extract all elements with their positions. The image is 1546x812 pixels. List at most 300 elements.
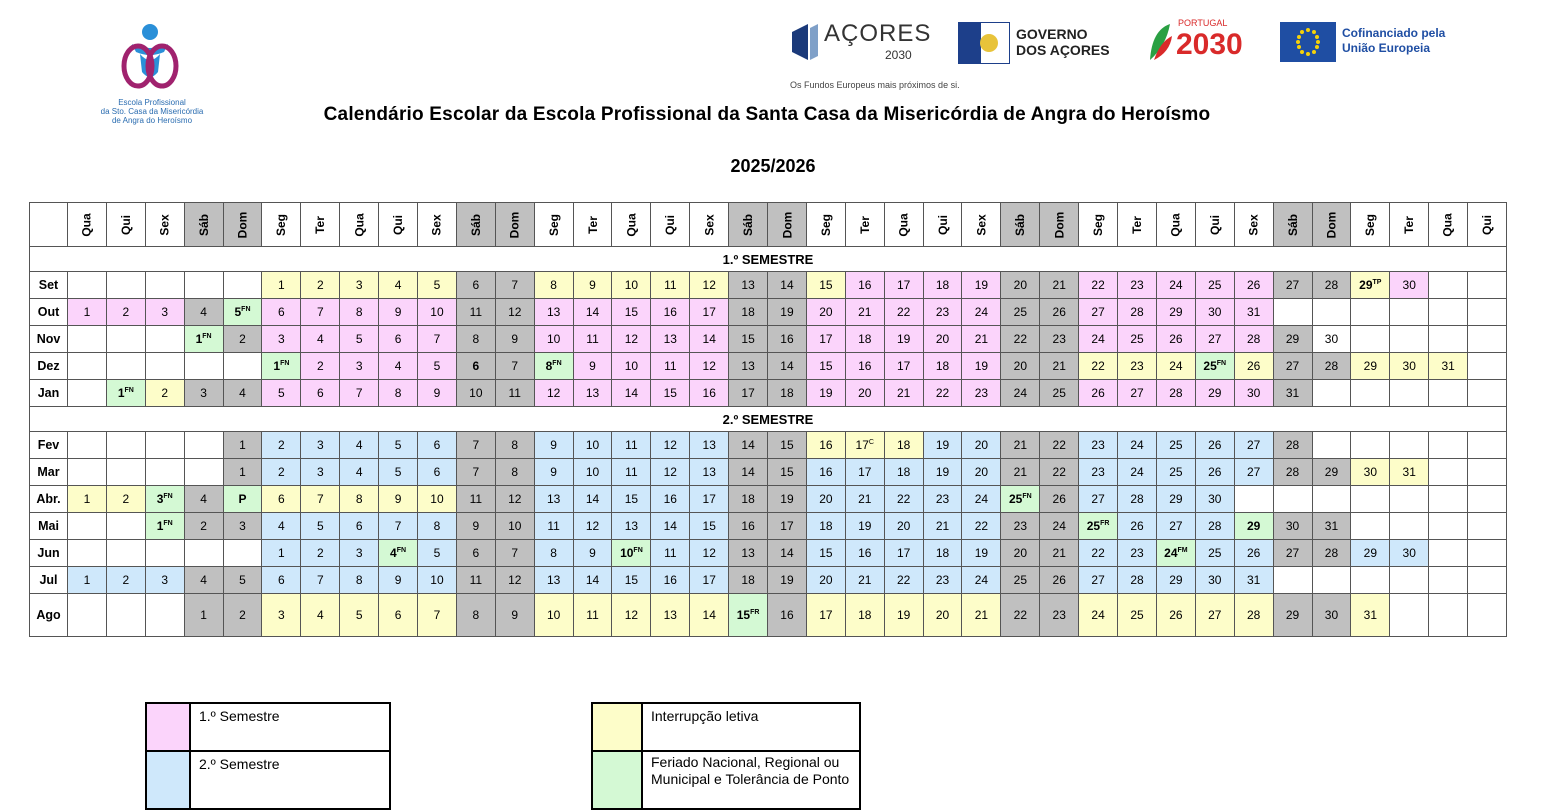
month-label: Jan: [30, 380, 68, 407]
gov-text-line: DOS AÇORES: [1016, 42, 1110, 58]
day-cell: 12: [690, 272, 729, 299]
day-cell: 26: [1195, 432, 1234, 459]
day-cell: 24: [1156, 353, 1195, 380]
day-cell: 15: [612, 299, 651, 326]
day-cell: 7: [379, 513, 418, 540]
day-cell: 8: [534, 540, 573, 567]
day-header: [573, 203, 612, 247]
day-cell: 15: [690, 513, 729, 540]
day-header: [1118, 203, 1157, 247]
day-cell: 22: [884, 567, 923, 594]
day-cell: 2: [223, 594, 262, 637]
day-cell: 4: [184, 486, 223, 513]
day-cell: $1^{FN}$: [106, 380, 145, 407]
day-header-label: Qui: [391, 214, 406, 235]
day-cell: 12: [612, 326, 651, 353]
day-cell: 27: [1234, 459, 1273, 486]
day-header-label: Seg: [546, 213, 561, 236]
day-cell: 18: [768, 380, 807, 407]
day-cell: 21: [845, 567, 884, 594]
day-cell: [1468, 299, 1507, 326]
month-row: [30, 594, 1507, 637]
day-cell: 14: [729, 459, 768, 486]
day-cell: 31: [1234, 567, 1273, 594]
day-cell: 8: [495, 432, 534, 459]
day-header-label: Ter: [857, 215, 872, 234]
legend-label-holiday: Feriado Nacional, Regional ou Municipal e Tolerância de Ponto: [642, 751, 860, 809]
day-cell: [1351, 380, 1390, 407]
acores-year: 2030: [885, 48, 912, 62]
day-cell: 6: [301, 380, 340, 407]
day-cell: 9: [573, 353, 612, 380]
day-cell: 28: [1273, 459, 1312, 486]
day-header: [1079, 203, 1118, 247]
month-row: [30, 486, 1507, 513]
semester-label: 1.º SEMESTRE: [30, 247, 1507, 272]
day-cell: 9: [573, 272, 612, 299]
legend-label-semester1: 1.º Semestre: [190, 703, 390, 751]
day-cell: 4: [184, 299, 223, 326]
day-cell: 19: [923, 459, 962, 486]
day-cell: 6: [262, 299, 301, 326]
day-cell: $8^{FN}$: [534, 353, 573, 380]
day-cell: 17: [884, 353, 923, 380]
day-cell: 1: [262, 540, 301, 567]
day-header-label: Sex: [702, 213, 717, 236]
day-cell: 23: [1040, 326, 1079, 353]
day-cell: 20: [884, 513, 923, 540]
day-header: [962, 203, 1001, 247]
day-cell: $4^{FN}$: [379, 540, 418, 567]
day-header-label: Sáb: [468, 213, 483, 236]
day-cell: 14: [729, 432, 768, 459]
day-cell: 3: [145, 567, 184, 594]
day-cell: 2: [106, 486, 145, 513]
day-cell: 13: [534, 486, 573, 513]
day-cell: 26: [1040, 567, 1079, 594]
day-cell: 28: [1118, 486, 1157, 513]
day-cell: 21: [1040, 272, 1079, 299]
month-label: Set: [30, 272, 68, 299]
day-header-label: Dom: [1052, 211, 1067, 238]
day-cell: 6: [456, 540, 495, 567]
day-cell: 18: [729, 299, 768, 326]
day-cell: 3: [301, 459, 340, 486]
day-cell: 16: [651, 567, 690, 594]
day-cell: [1312, 380, 1351, 407]
day-cell: $25^{FR}$: [1079, 513, 1118, 540]
day-header-label: Sáb: [196, 213, 211, 236]
day-cell: 31: [1390, 459, 1429, 486]
day-cell: 31: [1312, 513, 1351, 540]
day-cell: 4: [340, 459, 379, 486]
day-cell: 15: [768, 432, 807, 459]
day-header: [340, 203, 379, 247]
day-cell: P: [223, 486, 262, 513]
day-cell: [1390, 432, 1429, 459]
day-cell: 11: [456, 567, 495, 594]
day-cell: 18: [806, 513, 845, 540]
day-cell: 10: [418, 299, 457, 326]
day-cell: 23: [923, 567, 962, 594]
day-cell: 19: [884, 326, 923, 353]
page-title-text: Calendário Escolar da Escola Profissional da Santa Casa da Misericórdia de Angra do Heroísmo: [323, 104, 1211, 125]
day-header: [1429, 203, 1468, 247]
day-cell: 24: [1118, 432, 1157, 459]
day-cell: [1312, 486, 1351, 513]
month-row: [30, 272, 1507, 299]
day-header-label: Qua: [79, 212, 94, 237]
day-cell: 30: [1312, 594, 1351, 637]
day-cell: 30: [1195, 486, 1234, 513]
day-cell: 2: [301, 540, 340, 567]
day-cell: 18: [923, 540, 962, 567]
day-header-label: Dom: [507, 211, 522, 238]
day-cell: 15: [806, 353, 845, 380]
day-cell: 17: [806, 326, 845, 353]
day-cell: 13: [573, 380, 612, 407]
day-cell: [184, 272, 223, 299]
day-cell: 1: [223, 459, 262, 486]
day-cell: [68, 513, 107, 540]
day-cell: [1351, 326, 1390, 353]
day-cell: 7: [301, 486, 340, 513]
day-cell: 31: [1273, 380, 1312, 407]
portugal-small-text: PORTUGAL: [1178, 18, 1228, 28]
day-cell: 14: [573, 486, 612, 513]
day-cell: 26: [1156, 594, 1195, 637]
day-cell: 14: [573, 299, 612, 326]
day-cell: $24^{FM}$: [1156, 540, 1195, 567]
day-cell: [1468, 326, 1507, 353]
logo-caption-line: Escola Profissional: [118, 98, 186, 107]
day-cell: [145, 540, 184, 567]
day-cell: [106, 353, 145, 380]
day-header: [884, 203, 923, 247]
day-cell: $25^{FN}$: [1001, 486, 1040, 513]
day-header-label: Qua: [1441, 212, 1456, 237]
day-cell: [1351, 513, 1390, 540]
day-cell: 15: [768, 459, 807, 486]
day-cell: 22: [884, 299, 923, 326]
day-cell: 30: [1312, 326, 1351, 353]
day-cell: 8: [418, 513, 457, 540]
day-cell: 26: [1079, 380, 1118, 407]
logo-caption-line: de Angra do Heroísmo: [111, 116, 193, 125]
day-header-label: Dom: [779, 211, 794, 238]
day-cell: [1429, 486, 1468, 513]
day-cell: 12: [495, 486, 534, 513]
day-cell: 25: [1195, 540, 1234, 567]
day-cell: 20: [962, 432, 1001, 459]
day-cell: 9: [418, 380, 457, 407]
legend-label-interruption: Interrupção letiva: [642, 703, 860, 751]
day-cell: $3^{FN}$: [145, 486, 184, 513]
semester1-row: [30, 247, 1507, 272]
month-row: [30, 353, 1507, 380]
day-cell: 29: [1156, 567, 1195, 594]
day-cell: $1^{FN}$: [145, 513, 184, 540]
day-header-label: Sáb: [741, 213, 756, 236]
day-cell: 5: [418, 353, 457, 380]
day-cell: 20: [1001, 353, 1040, 380]
day-cell: 1: [68, 486, 107, 513]
day-cell: [1390, 567, 1429, 594]
day-header: [1001, 203, 1040, 247]
day-cell: $25^{FN}$: [1195, 353, 1234, 380]
day-cell: 12: [495, 299, 534, 326]
day-cell: 20: [806, 567, 845, 594]
day-header-label: Qua: [896, 212, 911, 237]
day-cell: 5: [418, 540, 457, 567]
day-cell: [68, 380, 107, 407]
day-cell: [145, 459, 184, 486]
day-cell: [1468, 540, 1507, 567]
day-cell: 21: [1040, 540, 1079, 567]
day-header: [1234, 203, 1273, 247]
day-cell: 12: [495, 567, 534, 594]
day-cell: 24: [962, 486, 1001, 513]
day-cell: 16: [806, 432, 845, 459]
day-cell: 30: [1390, 540, 1429, 567]
day-cell: 9: [379, 486, 418, 513]
day-header: [1156, 203, 1195, 247]
day-header: [1312, 203, 1351, 247]
day-cell: 16: [845, 272, 884, 299]
day-cell: 2: [262, 432, 301, 459]
day-header-label: Sáb: [1013, 213, 1028, 236]
day-header-label: Qui: [118, 214, 133, 235]
day-cell: [106, 513, 145, 540]
day-cell: $15^{FR}$: [729, 594, 768, 637]
day-cell: 7: [495, 353, 534, 380]
day-cell: 7: [301, 567, 340, 594]
day-cell: 26: [1234, 540, 1273, 567]
day-cell: 28: [1118, 299, 1157, 326]
day-cell: [1390, 513, 1429, 540]
legend-semesters: [145, 702, 391, 810]
day-cell: [1429, 513, 1468, 540]
day-cell: [1312, 432, 1351, 459]
day-cell: 3: [223, 513, 262, 540]
day-cell: 9: [456, 513, 495, 540]
day-cell: 9: [534, 459, 573, 486]
semester2-row: [30, 407, 1507, 432]
month-row: [30, 326, 1507, 353]
day-cell: 20: [923, 594, 962, 637]
day-cell: 11: [573, 594, 612, 637]
day-cell: 23: [1118, 353, 1157, 380]
semester-label: 2.º SEMESTRE: [30, 407, 1507, 432]
day-cell: 21: [1001, 432, 1040, 459]
day-cell: 24: [962, 567, 1001, 594]
day-header: [184, 203, 223, 247]
day-cell: $17^C$: [845, 432, 884, 459]
day-cell: 24: [1118, 459, 1157, 486]
day-cell: 20: [962, 459, 1001, 486]
day-cell: 8: [379, 380, 418, 407]
day-cell: 15: [612, 567, 651, 594]
day-cell: 24: [962, 299, 1001, 326]
day-cell: 7: [495, 272, 534, 299]
day-cell: 15: [729, 326, 768, 353]
day-cell: 27: [1273, 353, 1312, 380]
day-cell: 4: [262, 513, 301, 540]
day-header: [301, 203, 340, 247]
day-cell: 23: [1040, 594, 1079, 637]
day-cell: 4: [223, 380, 262, 407]
day-cell: 24: [1001, 380, 1040, 407]
legend-label-semester2: 2.º Semestre: [190, 751, 390, 809]
day-header: [768, 203, 807, 247]
day-cell: 3: [145, 299, 184, 326]
day-cell: 19: [768, 567, 807, 594]
day-cell: 20: [923, 326, 962, 353]
day-cell: 5: [262, 380, 301, 407]
day-cell: 4: [301, 594, 340, 637]
day-cell: 13: [651, 594, 690, 637]
day-cell: [1468, 513, 1507, 540]
legend-swatch-semester2: [146, 751, 190, 809]
day-cell: 8: [456, 594, 495, 637]
day-cell: 18: [923, 353, 962, 380]
day-cell: 27: [1273, 272, 1312, 299]
day-cell: 20: [806, 486, 845, 513]
day-cell: 3: [262, 326, 301, 353]
day-cell: 17: [690, 486, 729, 513]
day-cell: [184, 540, 223, 567]
day-cell: 16: [845, 540, 884, 567]
day-cell: 15: [612, 486, 651, 513]
day-cell: 20: [1001, 272, 1040, 299]
day-cell: 29: [1273, 594, 1312, 637]
day-header: [651, 203, 690, 247]
day-cell: 12: [690, 540, 729, 567]
day-cell: 30: [1234, 380, 1273, 407]
partner-tagline: Os Fundos Europeus mais próximos de si.: [790, 80, 960, 90]
month-row: [30, 299, 1507, 326]
day-cell: 9: [495, 326, 534, 353]
month-label: Nov: [30, 326, 68, 353]
day-cell: [1273, 299, 1312, 326]
day-cell: 10: [612, 353, 651, 380]
day-header-row: [30, 203, 1507, 247]
day-cell: 4: [340, 432, 379, 459]
day-cell: 2: [223, 326, 262, 353]
day-cell: 18: [729, 567, 768, 594]
day-cell: 3: [340, 540, 379, 567]
day-cell: 19: [806, 380, 845, 407]
day-cell: 24: [1079, 594, 1118, 637]
day-cell: 6: [340, 513, 379, 540]
day-cell: 16: [768, 594, 807, 637]
day-cell: 3: [340, 353, 379, 380]
day-cell: 28: [1312, 353, 1351, 380]
day-cell: [1234, 486, 1273, 513]
day-cell: 9: [495, 594, 534, 637]
day-cell: 10: [573, 432, 612, 459]
day-header: [495, 203, 534, 247]
day-cell: 25: [1118, 326, 1157, 353]
day-header: [379, 203, 418, 247]
day-cell: 30: [1273, 513, 1312, 540]
legend-swatch-interruption: [592, 703, 642, 751]
day-header-label: Seg: [274, 213, 289, 236]
day-cell: 7: [340, 380, 379, 407]
day-cell: 6: [262, 567, 301, 594]
day-cell: 31: [1351, 594, 1390, 637]
day-cell: [1429, 299, 1468, 326]
day-cell: 22: [1079, 540, 1118, 567]
day-cell: 3: [340, 272, 379, 299]
day-cell: 28: [1234, 326, 1273, 353]
day-cell: 18: [729, 486, 768, 513]
gov-flag-icon: [958, 22, 1010, 64]
day-cell: [106, 326, 145, 353]
day-cell: [68, 594, 107, 637]
day-cell: 20: [845, 380, 884, 407]
day-header-label: Sáb: [1285, 213, 1300, 236]
day-cell: 10: [573, 459, 612, 486]
day-cell: [1390, 299, 1429, 326]
day-cell: 10: [418, 486, 457, 513]
day-header-label: Seg: [1363, 213, 1378, 236]
day-cell: 14: [690, 594, 729, 637]
day-cell: [1312, 567, 1351, 594]
day-cell: 12: [690, 353, 729, 380]
day-cell: 28: [1118, 567, 1157, 594]
day-cell: 10: [495, 513, 534, 540]
day-cell: [1351, 567, 1390, 594]
day-cell: 7: [456, 432, 495, 459]
day-cell: 20: [806, 299, 845, 326]
day-cell: 13: [690, 432, 729, 459]
acores-text: AÇORES: [824, 20, 932, 47]
day-cell: 7: [495, 540, 534, 567]
day-cell: 13: [534, 567, 573, 594]
day-cell: 15: [806, 540, 845, 567]
day-cell: 18: [845, 594, 884, 637]
day-cell: 8: [456, 326, 495, 353]
month-label: Mai: [30, 513, 68, 540]
day-cell: 26: [1118, 513, 1157, 540]
day-cell: 16: [729, 513, 768, 540]
day-header-label: Ter: [585, 215, 600, 234]
day-cell: 27: [1079, 299, 1118, 326]
month-row: [30, 432, 1507, 459]
day-header: [690, 203, 729, 247]
day-cell: $29^{TP}$: [1351, 272, 1390, 299]
day-cell: 30: [1195, 299, 1234, 326]
day-cell: 13: [534, 299, 573, 326]
day-cell: 16: [651, 299, 690, 326]
day-cell: 8: [340, 486, 379, 513]
day-cell: [106, 594, 145, 637]
day-cell: 4: [379, 272, 418, 299]
day-header: [145, 203, 184, 247]
portugal-year: 2030: [1176, 28, 1243, 61]
month-row: [30, 513, 1507, 540]
day-cell: 15: [651, 380, 690, 407]
day-cell: 23: [1118, 540, 1157, 567]
day-cell: [184, 459, 223, 486]
day-cell: 25: [1156, 432, 1195, 459]
day-cell: 11: [612, 459, 651, 486]
day-cell: 5: [379, 459, 418, 486]
day-header-label: Sex: [974, 213, 989, 236]
portugal-leaf-icon: [1146, 20, 1174, 64]
day-cell: 11: [651, 540, 690, 567]
